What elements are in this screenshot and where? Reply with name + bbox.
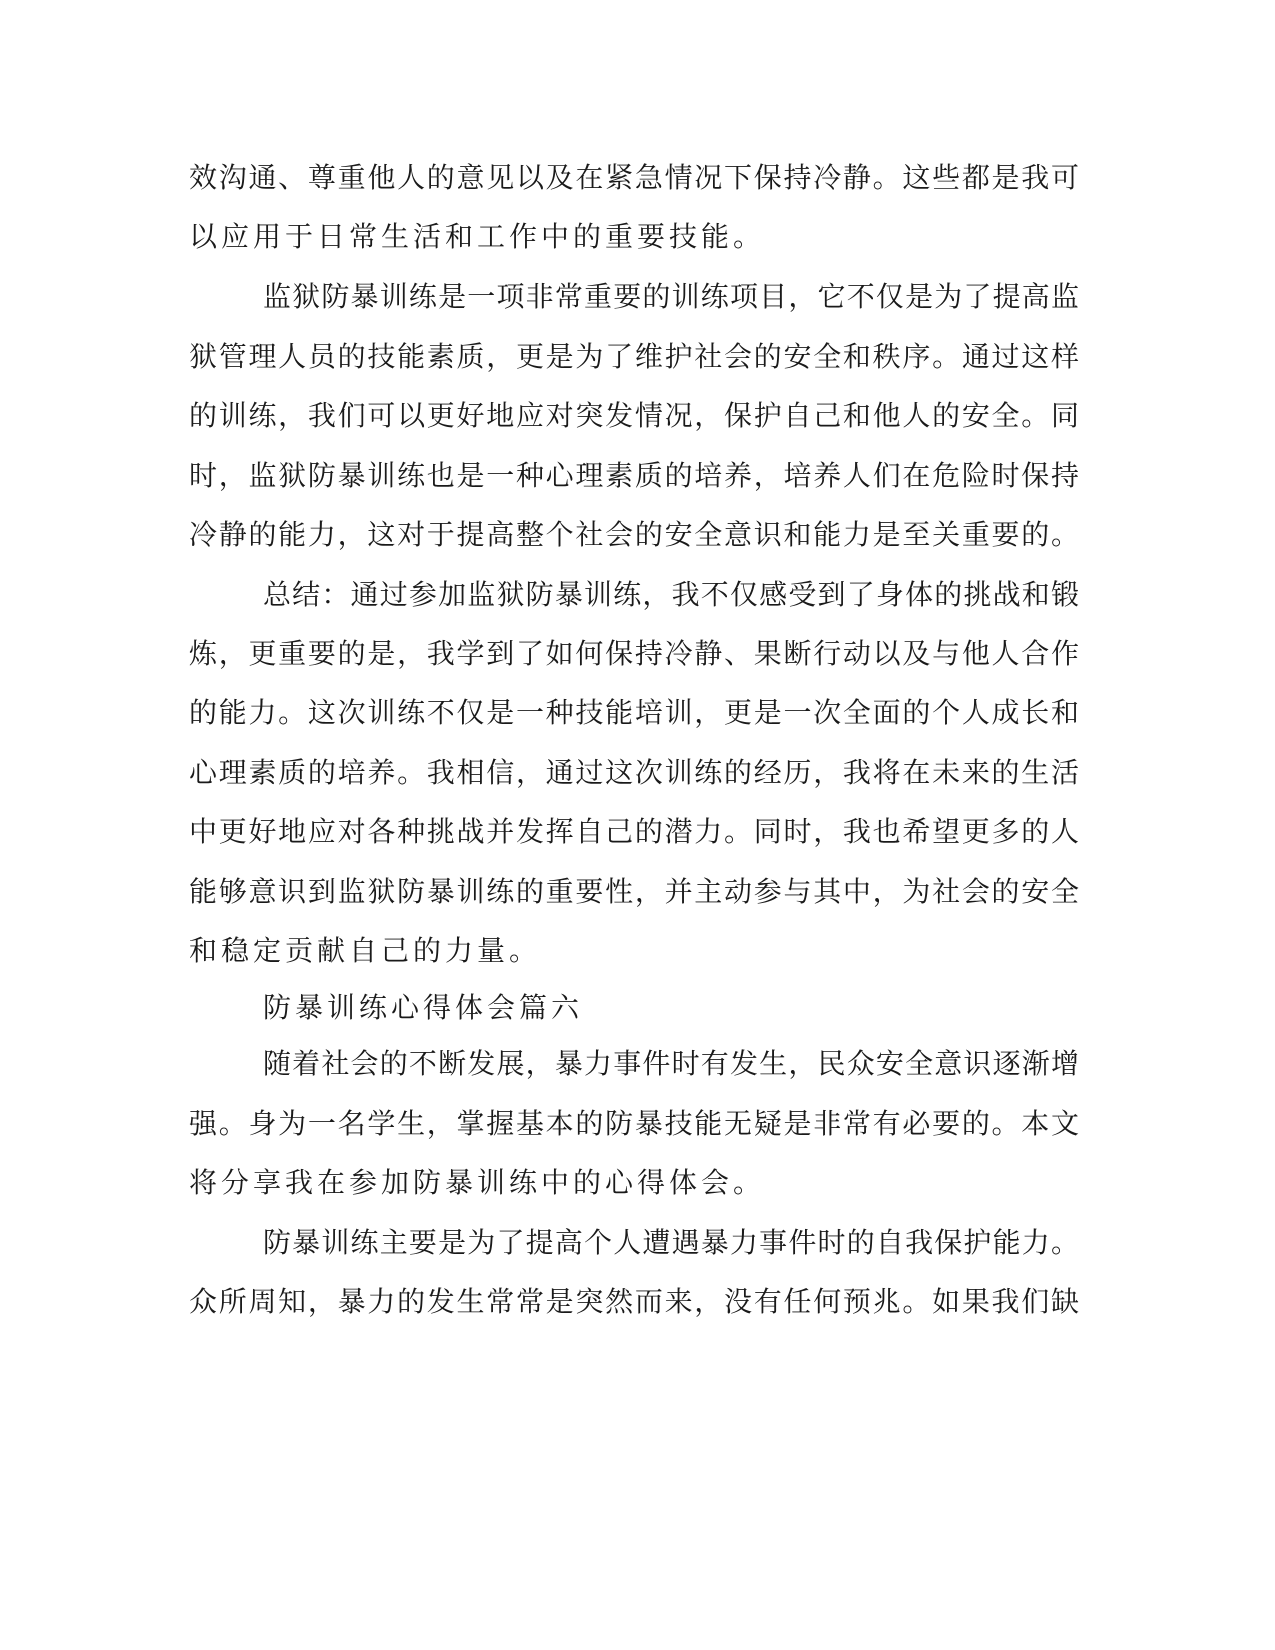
paragraph-first-line: 随着社会的不断发展，暴力事件时有发生，民众安全意识逐渐增 [263,1047,1079,1080]
section-heading: 防暴训练心得体会篇六 [263,991,584,1024]
text-line: 冷静的能力，这对于提高整个社会的安全意识和能力是至关重要的。 [189,518,1079,551]
paragraph-first-line: 监狱防暴训练是一项非常重要的训练项目，它不仅是为了提高监 [263,280,1079,313]
text-line: 强。身为一名学生，掌握基本的防暴技能无疑是非常有必要的。本文 [189,1107,1079,1140]
text-line: 中更好地应对各种挑战并发挥自己的潜力。同时，我也希望更多的人 [189,815,1079,848]
paragraph-first-line: 总结：通过参加监狱防暴训练，我不仅感受到了身体的挑战和锻 [263,578,1079,611]
text-line: 以应用于日常生活和工作中的重要技能。 [189,220,766,253]
text-line: 能够意识到监狱防暴训练的重要性，并主动参与其中，为社会的安全 [189,875,1079,908]
text-line: 时，监狱防暴训练也是一种心理素质的培养，培养人们在危险时保持 [189,459,1079,492]
paragraph-first-line: 防暴训练主要是为了提高个人遭遇暴力事件时的自我保护能力。 [263,1226,1079,1259]
text-line: 的训练，我们可以更好地应对突发情况，保护自己和他人的安全。同 [189,399,1079,432]
text-line: 和稳定贡献自己的力量。 [189,934,542,967]
text-line: 将分享我在参加防暴训练中的心得体会。 [189,1166,766,1199]
text-line: 的能力。这次训练不仅是一种技能培训，更是一次全面的个人成长和 [189,696,1079,729]
text-line: 众所周知，暴力的发生常常是突然而来，没有任何预兆。如果我们缺 [189,1285,1079,1318]
text-line: 心理素质的培养。我相信，通过这次训练的经历，我将在未来的生活 [189,756,1079,789]
text-line: 效沟通、尊重他人的意见以及在紧急情况下保持冷静。这些都是我可 [189,161,1079,194]
text-line: 狱管理人员的技能素质，更是为了维护社会的安全和秩序。通过这样 [189,340,1079,373]
text-line: 炼，更重要的是，我学到了如何保持冷静、果断行动以及与他人合作 [189,637,1079,670]
